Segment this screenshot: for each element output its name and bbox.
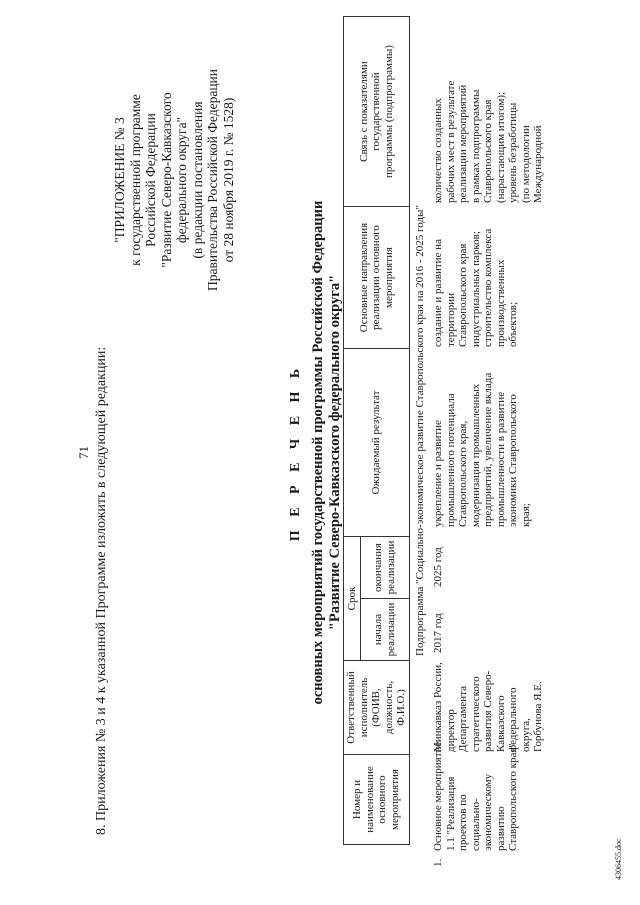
row-name-line: 1.1 "Реализация	[444, 776, 457, 851]
row-executor	[432, 662, 545, 752]
row-directions-line: Ставропольского края	[457, 243, 469, 347]
header-text: исполнитель	[357, 677, 370, 738]
document-title	[286, 0, 344, 905]
row-indicators-line: реализации мероприятий	[457, 84, 469, 203]
header-text: реализации	[384, 602, 397, 657]
header-text: программы (подпрограммы)	[382, 45, 395, 178]
row-directions-line: создание и развитие на	[432, 239, 444, 347]
row-executor-line: округа,	[519, 718, 532, 752]
row-end: 2025 год	[432, 547, 444, 587]
header-text: мероприятия	[382, 247, 395, 308]
header-number-name	[344, 755, 410, 845]
row-indicators-line: уровень безработицы	[507, 102, 519, 203]
row-indicators-line: рабочих мест в результате	[444, 80, 457, 203]
row-result-line: края;	[519, 503, 532, 527]
row-indicators-line: количество созданных	[432, 98, 444, 203]
row-indicators-line: Международной	[532, 125, 544, 203]
row-result-line: экономики Ставропольского	[507, 394, 519, 527]
header-text: Номер и наименование	[351, 766, 376, 833]
row-executor-line: Минкавказ России,	[432, 662, 444, 752]
subprogram-title: Подпрограмма "Социально-экономическое развитие Ставропольского края на 2016 - 2025 годы"	[409, 17, 429, 845]
row-result-line: промышленного потенциала	[444, 393, 457, 527]
row-result	[432, 373, 532, 527]
header-text: начала	[372, 613, 385, 646]
row-directions-line: производственных	[494, 259, 507, 347]
header-executor	[344, 661, 410, 755]
appendix-line: Правительства Российской Федерации	[205, 69, 220, 291]
row-name-line: экономическому	[482, 773, 494, 851]
header-text: Ожидаемый результат	[370, 390, 382, 495]
row-start: 2017 год	[432, 613, 444, 653]
row-name	[432, 742, 520, 851]
header-end	[361, 537, 410, 599]
title-line-2: "Развитие Северо-Кавказского федерального округа"	[327, 274, 343, 631]
appendix-line: "ПРИЛОЖЕНИЕ № 3	[112, 117, 127, 243]
activities-table	[343, 16, 429, 845]
header-text: (ФОИВ, должность,	[370, 680, 395, 735]
header-text: Ф.И.О.)	[395, 689, 407, 726]
row-result-line: укрепление и развитие	[432, 420, 444, 527]
row-result-line: промышленности в развитие	[494, 391, 507, 527]
row-executor-line: Департамента	[457, 685, 469, 752]
header-text: окончания	[372, 543, 385, 592]
appendix-line: (в редакции постановления	[189, 101, 205, 259]
header-text: реализации	[384, 540, 397, 595]
row-result-line: модернизация промышленных	[469, 383, 482, 527]
header-indicators	[344, 17, 410, 207]
row-number: 1.	[432, 858, 444, 867]
row-executor-line: федерального	[507, 687, 519, 752]
row-executor-line: директор	[444, 709, 457, 752]
row-directions-line: объектов;	[507, 301, 519, 347]
row-indicators-line: (по методологии	[519, 125, 532, 203]
header-result	[344, 349, 410, 537]
appendix-block	[112, 15, 236, 345]
header-text: реализации основного	[370, 225, 382, 330]
row-name-line: проектов по	[457, 794, 469, 851]
row-executor-line: стратегического	[469, 676, 482, 752]
title-heading: П Е Р Е Ч Е Н Ь	[288, 363, 303, 542]
header-text: основного мероприятия	[376, 769, 401, 830]
row-directions-line: индустриальных парков;	[469, 231, 482, 347]
row-executor-line: Кавказского	[494, 695, 507, 752]
appendix-line: федерального округа"	[174, 116, 189, 244]
appendix-line: к государственной программе	[127, 94, 143, 266]
row-indicators	[432, 81, 545, 203]
page-number: 71	[76, 446, 91, 459]
appendix-line: от 28 ноября 2019 г. № 1528)	[220, 97, 236, 263]
row-result-line: предприятий, увеличение вклада	[482, 372, 494, 527]
header-term: Срок	[344, 537, 361, 661]
row-name-line: Основное мероприятие	[432, 741, 444, 851]
footer-doc-code: 4306455.doc	[614, 838, 623, 880]
header-text: государственной	[370, 72, 382, 151]
row-directions	[432, 229, 520, 347]
title-line-1: основных мероприятий государственной программы Российской Федерации	[310, 200, 326, 705]
row-name-line: социально-	[469, 798, 482, 851]
appendix-line: Российской Федерации	[143, 113, 158, 247]
header-text: Ответственный	[345, 671, 357, 744]
row-executor-line: развития Северо-	[482, 670, 494, 752]
subprogram-row	[409, 17, 429, 845]
row-directions-line: территории	[444, 292, 457, 347]
row-executor-line: Горбунова Я.Е.	[532, 681, 544, 752]
row-name-line: Ставропольского края"	[507, 743, 519, 851]
row-directions-line: строительство комплекса	[482, 228, 494, 347]
intro-text: 8. Приложения № 3 и 4 к указанной Программе изложить в следующей редакции:	[94, 346, 109, 835]
row-result-line: Ставропольского края,	[457, 420, 469, 527]
row-indicators-line: в рамках подпрограммы	[469, 89, 482, 203]
appendix-line: "Развитие Северо-Кавказского	[158, 92, 174, 268]
table-header-row	[344, 17, 361, 845]
row-indicators-line: (нарастающим итогом);	[494, 91, 507, 203]
header-directions	[344, 207, 410, 349]
row-indicators-line: Ставропольского края	[482, 99, 494, 203]
header-text: Связь с показателями	[357, 61, 370, 162]
row-name-line: развитию	[494, 806, 507, 851]
header-text: Основные направления	[357, 222, 370, 333]
header-start	[361, 599, 410, 661]
